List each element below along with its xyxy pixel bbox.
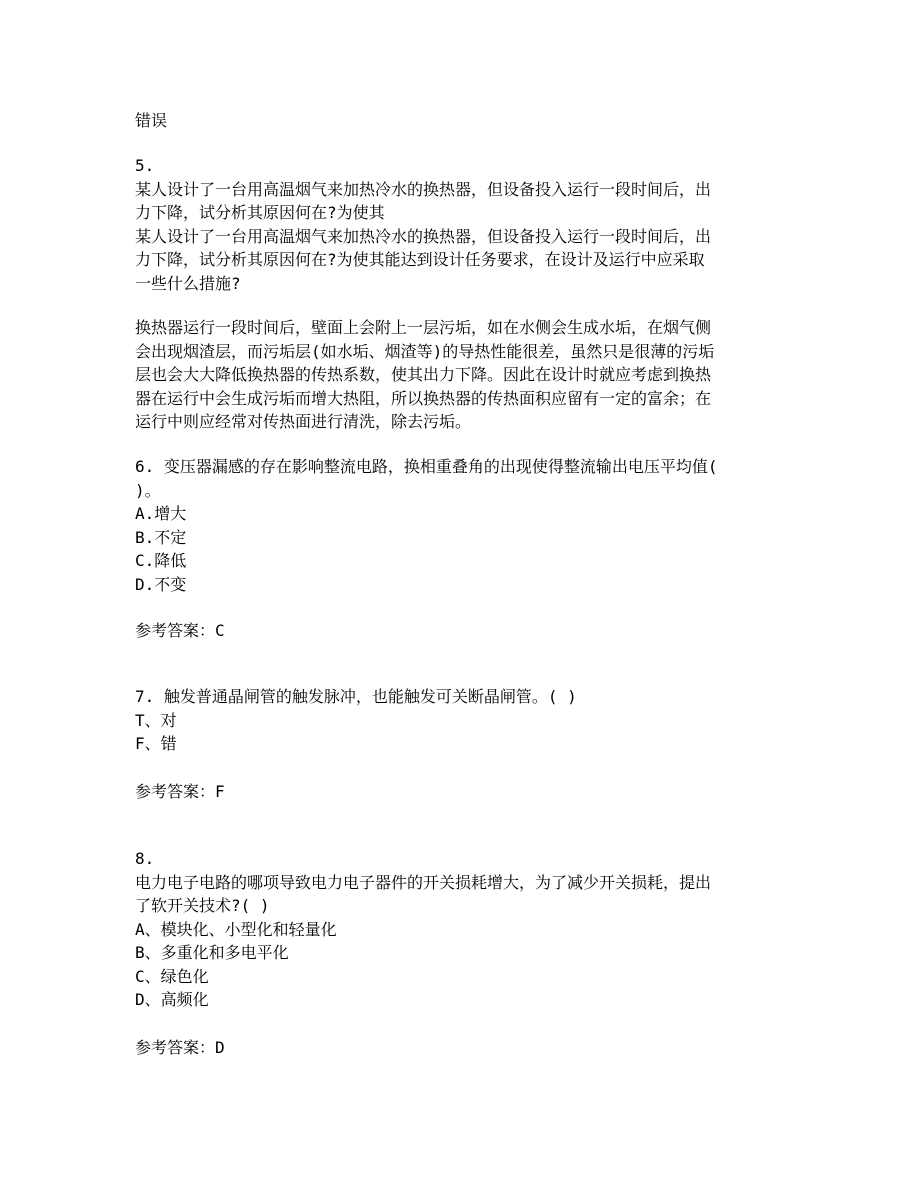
option-c: C.降低: [135, 551, 187, 570]
question-7-line: 7. 触发普通晶闸管的触发脉冲，也能触发可关断晶闸管。( ): [135, 687, 577, 706]
option-c: C、绿色化: [135, 966, 209, 986]
option-d: D.不变: [135, 574, 187, 594]
question-6-line: 6. 变压器漏感的存在影响整流电路，换相重叠角的出现使得整流输出电压平均值(: [135, 457, 718, 476]
question-5-answer: [135, 316, 795, 434]
question-8-answer: [135, 1036, 795, 1060]
question-5-line: 一些什么措施?: [135, 273, 241, 293]
question-5-answer-line: 器在运行中会生成污垢而增大热阻，所以换热器的传热面积应留有一定的富余；在: [135, 388, 712, 408]
option-f: F、错: [135, 734, 177, 753]
previous-answer: [135, 109, 795, 133]
option-b: B.不定: [135, 527, 187, 547]
question-5-line: 某人设计了一台用高温烟气来加热冷水的换热器，但设备投入运行一段时间后，出: [135, 226, 712, 246]
question-5-line: 力下降，试分析其原因何在?为使其能达到设计任务要求，在设计及运行中应采取: [135, 250, 705, 269]
question-6-line: )。: [135, 480, 161, 500]
question-8-line: 了软开关技术?( ): [135, 896, 270, 915]
question-5-line: 某人设计了一台用高温烟气来加热冷水的换热器，但设备投入运行一段时间后，出: [135, 179, 712, 199]
reference-answer: 参考答案：D: [135, 1038, 225, 1057]
reference-answer: 参考答案：F: [135, 782, 225, 801]
option-a: A.增大: [135, 504, 187, 523]
question-6-answer: [135, 619, 795, 643]
question-7: [135, 685, 795, 756]
question-5-answer-line: 运行中则应经常对传热面进行清洗，除去污垢。: [135, 412, 472, 431]
option-t: T、对: [135, 710, 177, 730]
previous-answer-text: 错误: [135, 111, 168, 130]
question-8-line: 电力电子电路的哪项导致电力电子器件的开关损耗增大，为了减少开关损耗，提出: [135, 872, 712, 892]
question-5-answer-line: 层也会大大降低换热器的传热系数，使其出力下降。因此在设计时就应考虑到换热: [135, 365, 712, 384]
question-8: [135, 847, 795, 1012]
option-d: D、高频化: [135, 990, 209, 1009]
question-6: [135, 455, 795, 596]
question-5-line: 力下降，试分析其原因何在?为使其: [135, 203, 385, 222]
question-5-answer-line: 会出现烟渣层，而污垢层(如水垢、烟渣等)的导热性能很差，虽然只是很薄的污垢: [135, 341, 715, 361]
question-7-answer: [135, 780, 795, 804]
question-5-answer-line: 换热器运行一段时间后，壁面上会附上一层污垢，如在水侧会生成水垢，在烟气侧: [135, 318, 712, 337]
question-5-number: 5.: [135, 156, 155, 175]
option-b: B、多重化和多电平化: [135, 943, 289, 962]
question-8-number: 8.: [135, 849, 155, 868]
question-5: [135, 154, 795, 295]
option-a: A、模块化、小型化和轻量化: [135, 919, 337, 939]
reference-answer: 参考答案：C: [135, 621, 225, 640]
